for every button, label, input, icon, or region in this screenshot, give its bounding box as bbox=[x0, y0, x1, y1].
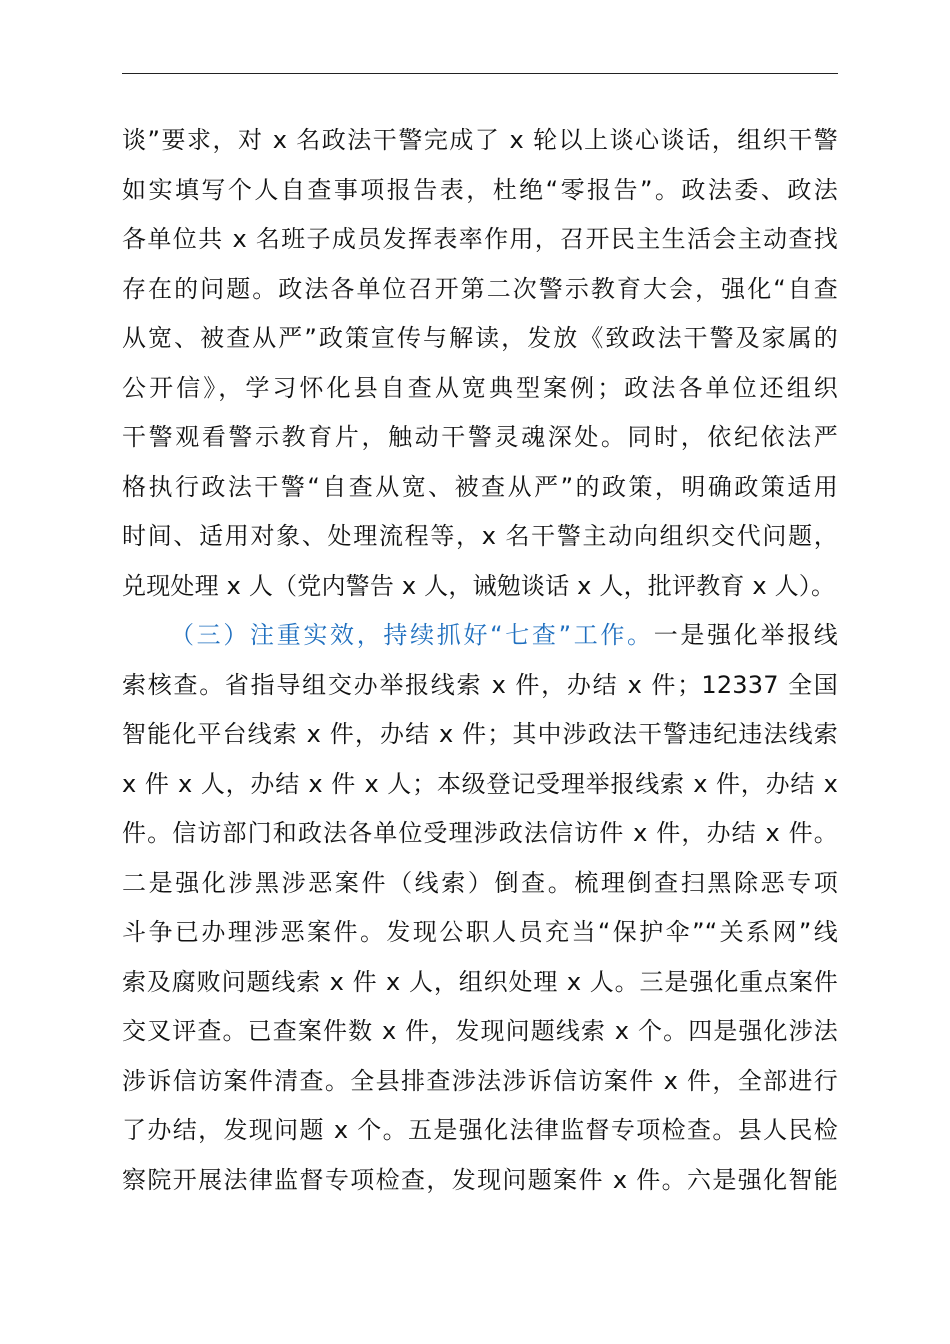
section-heading-line bbox=[122, 611, 838, 661]
paragraph-line: 干警观看警示教育片，触动干警灵魂深处。同时，依纪依法严 bbox=[122, 423, 838, 451]
paragraph-line: 各单位共 x 名班子成员发挥表率作用，召开民主生活会主动查找 bbox=[122, 225, 838, 253]
paragraph-line: 了办结，发现问题 x 个。五是强化法律监督专项检查。县人民检 bbox=[122, 1116, 838, 1144]
paragraph-line: 如实填写个人自查事项报告表，杜绝“零报告”。政法委、政法 bbox=[122, 175, 838, 204]
paragraph-line: 智能化平台线索 x 件，办结 x 件；其中涉政法干警违纪违法线索 bbox=[122, 720, 838, 748]
paragraph-line: 件。信访部门和政法各单位受理涉政法信访件 x 件，办结 x 件。 bbox=[122, 819, 838, 847]
paragraph-line: 察院开展法律监督专项检查，发现问题案件 x 件。六是强化智能 bbox=[122, 1165, 838, 1194]
paragraph-line: x 件 x 人，办结 x 件 x 人；本级登记受理举报线索 x 件，办结 x bbox=[122, 769, 838, 798]
paragraph-line: 交叉评查。已查案件数 x 件，发现问题线索 x 个。四是强化涉法 bbox=[122, 1017, 838, 1045]
paragraph-line: 兑现处理 x 人（党内警告 x 人，诫勉谈话 x 人，批评教育 x 人）。 bbox=[122, 571, 836, 600]
paragraph-line: 索及腐败问题线索 x 件 x 人，组织处理 x 人。三是强化重点案件 bbox=[122, 967, 838, 996]
section-heading: （三）注重实效，持续抓好“七查”工作。 bbox=[170, 621, 654, 649]
header-rule bbox=[122, 73, 838, 74]
paragraph-line: 从宽、被查从严”政策宣传与解读，发放《致政法干警及家属的 bbox=[122, 324, 838, 352]
paragraph-line: 存在的问题。政法各单位召开第二次警示教育大会，强化“自查 bbox=[122, 274, 838, 303]
paragraph-line: 索核查。省指导组交办举报线索 x 件，办结 x 件；12337 全国 bbox=[122, 670, 838, 699]
paragraph-line: 谈”要求，对 x 名政法干警完成了 x 轮以上谈心谈话，组织干警 bbox=[122, 126, 838, 154]
paragraph-line: 时间、适用对象、处理流程等，x 名干警主动向组织交代问题， bbox=[122, 522, 838, 550]
paragraph-line: 二是强化涉黑涉恶案件（线索）倒查。梳理倒查扫黑除恶专项 bbox=[122, 868, 838, 897]
paragraph-line: 格执行政法干警“自查从宽、被查从严”的政策，明确政策适用 bbox=[122, 472, 838, 501]
paragraph-line: 公开信》，学习怀化县自查从宽典型案例；政法各单位还组织 bbox=[122, 373, 838, 402]
document-body bbox=[122, 116, 838, 1205]
section-heading-rest: 一是强化举报线 bbox=[653, 621, 838, 649]
paragraph-line: 涉诉信访案件清查。全县排查涉法涉诉信访案件 x 件，全部进行 bbox=[122, 1066, 838, 1095]
paragraph-line: 斗争已办理涉恶案件。发现公职人员充当“保护伞”“关系网”线 bbox=[122, 918, 838, 946]
